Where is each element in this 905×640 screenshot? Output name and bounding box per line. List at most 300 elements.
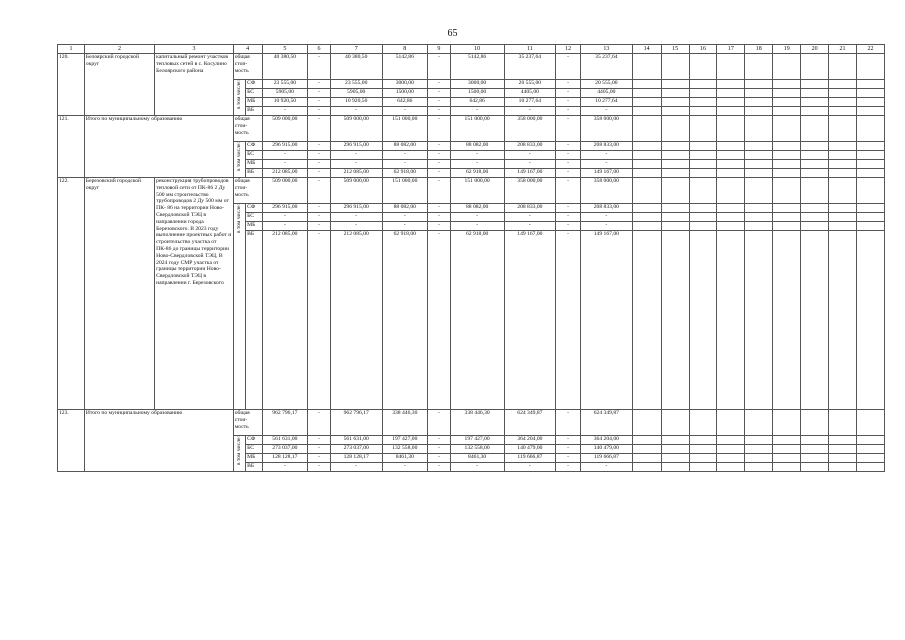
value-cell: 561 631,00 xyxy=(330,436,382,445)
funding-source: ВБ xyxy=(246,463,263,472)
value-cell: 62 918,00 xyxy=(450,169,504,178)
funding-source: ВБ xyxy=(246,107,263,116)
empty-cell xyxy=(829,160,857,169)
row-number: 122. xyxy=(58,178,85,410)
empty-cell xyxy=(801,213,829,222)
value-cell: - xyxy=(556,169,581,178)
empty-cell xyxy=(661,89,689,98)
value-cell: - xyxy=(556,454,581,463)
empty-cell xyxy=(773,160,801,169)
value-cell: 296 915,00 xyxy=(262,142,307,151)
value-cell: 642,86 xyxy=(382,98,427,107)
value-cell: 5905,00 xyxy=(262,89,307,98)
value-cell: - xyxy=(504,151,556,160)
empty-cell xyxy=(661,80,689,89)
empty-cell xyxy=(661,151,689,160)
empty-cell xyxy=(856,142,884,151)
empty-cell xyxy=(829,222,857,231)
empty-cell xyxy=(801,445,829,454)
value-cell: - xyxy=(382,463,427,472)
empty-cell xyxy=(829,204,857,213)
value-cell: - xyxy=(556,107,581,116)
value-cell: - xyxy=(556,160,581,169)
empty-cell xyxy=(801,436,829,445)
empty-cell xyxy=(856,436,884,445)
value-cell: - xyxy=(308,151,331,160)
value-cell: - xyxy=(262,151,307,160)
empty-cell xyxy=(829,89,857,98)
empty-cell xyxy=(801,80,829,89)
empty-cell xyxy=(661,410,689,436)
value-cell: 10 277,64 xyxy=(581,98,633,107)
empty-cell xyxy=(689,98,717,107)
row-number: 121. xyxy=(58,116,85,178)
value-cell: - xyxy=(308,142,331,151)
value-cell: 128 128,17 xyxy=(262,454,307,463)
empty-cell xyxy=(689,160,717,169)
empty-cell xyxy=(856,445,884,454)
empty-cell xyxy=(856,107,884,116)
value-cell: - xyxy=(504,160,556,169)
value-cell: - xyxy=(308,178,331,204)
value-cell: - xyxy=(504,222,556,231)
empty-cell xyxy=(856,222,884,231)
value-cell: - xyxy=(556,98,581,107)
value-cell: - xyxy=(382,151,427,160)
empty-cell xyxy=(773,98,801,107)
value-cell: 88 082,00 xyxy=(450,204,504,213)
value-cell: 5905,00 xyxy=(330,89,382,98)
value-cell: 140 479,00 xyxy=(581,445,633,454)
empty-cell xyxy=(801,410,829,436)
funding-source: МБ xyxy=(246,222,263,231)
value-cell: - xyxy=(308,54,331,80)
empty-cell xyxy=(689,80,717,89)
empty-cell xyxy=(829,445,857,454)
value-cell: 88 082,00 xyxy=(382,142,427,151)
value-cell: 151 000,00 xyxy=(450,178,504,204)
column-header: 3 xyxy=(155,45,234,54)
empty-cell xyxy=(773,151,801,160)
empty-cell xyxy=(689,54,717,80)
empty-cell xyxy=(689,231,717,410)
funding-source: СФ xyxy=(246,80,263,89)
empty-cell xyxy=(689,169,717,178)
value-cell: - xyxy=(308,222,331,231)
empty-cell xyxy=(745,89,773,98)
empty-cell xyxy=(745,213,773,222)
value-cell: 88 082,00 xyxy=(450,142,504,151)
empty-cell xyxy=(801,151,829,160)
empty-cell xyxy=(856,151,884,160)
empty-cell xyxy=(661,231,689,410)
value-cell: - xyxy=(556,80,581,89)
empty-cell xyxy=(661,160,689,169)
funding-source: МБ xyxy=(246,98,263,107)
empty-cell xyxy=(829,463,857,472)
value-cell: - xyxy=(428,178,451,204)
value-cell: - xyxy=(428,80,451,89)
empty-cell xyxy=(745,151,773,160)
empty-cell xyxy=(632,98,661,107)
including-vertical-label xyxy=(233,204,245,410)
value-cell: - xyxy=(308,463,331,472)
value-cell: - xyxy=(504,213,556,222)
value-cell: 151 000,00 xyxy=(450,116,504,142)
empty-cell xyxy=(632,116,661,142)
value-cell: 212 085,00 xyxy=(330,231,382,410)
empty-cell xyxy=(773,231,801,410)
empty-cell xyxy=(689,222,717,231)
empty-cell xyxy=(829,116,857,142)
empty-cell xyxy=(632,454,661,463)
value-cell: - xyxy=(504,107,556,116)
total-cost-label: общая стои-мость xyxy=(233,116,262,142)
empty-cell xyxy=(801,222,829,231)
empty-cell xyxy=(689,213,717,222)
object-description: капитальный ремонт участков тепловых сетей в с. Косулино Белоярского района xyxy=(155,54,234,116)
empty-cell xyxy=(632,436,661,445)
value-cell: 212 085,00 xyxy=(262,231,307,410)
empty-cell xyxy=(745,231,773,410)
value-cell: - xyxy=(330,222,382,231)
value-cell: - xyxy=(330,213,382,222)
value-cell: - xyxy=(581,463,633,472)
value-cell: 20 555,00 xyxy=(504,80,556,89)
value-cell: - xyxy=(556,231,581,410)
empty-cell xyxy=(856,213,884,222)
empty-cell xyxy=(661,213,689,222)
empty-cell xyxy=(745,454,773,463)
value-cell: 296 915,00 xyxy=(262,204,307,213)
empty-cell xyxy=(856,231,884,410)
value-cell: - xyxy=(308,204,331,213)
empty-cell xyxy=(632,142,661,151)
value-cell: 10 920,50 xyxy=(262,98,307,107)
empty-cell xyxy=(689,204,717,213)
value-cell: 4405,00 xyxy=(581,89,633,98)
value-cell: - xyxy=(428,410,451,436)
empty-cell xyxy=(745,98,773,107)
value-cell: 128 128,17 xyxy=(330,454,382,463)
empty-cell xyxy=(773,222,801,231)
empty-cell xyxy=(661,169,689,178)
value-cell: - xyxy=(262,160,307,169)
value-cell: 364 204,00 xyxy=(581,436,633,445)
value-cell: - xyxy=(581,151,633,160)
empty-cell xyxy=(829,410,857,436)
column-header: 15 xyxy=(661,45,689,54)
empty-cell xyxy=(632,213,661,222)
empty-cell xyxy=(717,107,745,116)
value-cell: 197 427,00 xyxy=(450,436,504,445)
empty-cell xyxy=(717,231,745,410)
value-cell: 358 000,00 xyxy=(581,116,633,142)
empty-cell xyxy=(745,463,773,472)
empty-cell xyxy=(717,169,745,178)
value-cell: 273 037,00 xyxy=(330,445,382,454)
value-cell: - xyxy=(308,169,331,178)
empty-cell xyxy=(856,116,884,142)
value-cell: 642,86 xyxy=(450,98,504,107)
funding-source: БС xyxy=(246,445,263,454)
empty-cell xyxy=(773,89,801,98)
empty-cell xyxy=(689,463,717,472)
value-cell: 119 666,87 xyxy=(581,454,633,463)
value-cell: 3000,00 xyxy=(450,80,504,89)
empty-cell xyxy=(717,54,745,80)
value-cell: - xyxy=(581,222,633,231)
funding-source: БС xyxy=(246,89,263,98)
column-header: 21 xyxy=(829,45,857,54)
empty-cell xyxy=(689,436,717,445)
empty-cell xyxy=(773,116,801,142)
value-cell: 35 237,64 xyxy=(581,54,633,80)
empty-cell xyxy=(717,436,745,445)
empty-cell xyxy=(773,169,801,178)
value-cell: - xyxy=(428,463,451,472)
value-cell: 40 380,50 xyxy=(330,54,382,80)
value-cell: - xyxy=(428,231,451,410)
value-cell: - xyxy=(308,454,331,463)
value-cell: 509 000,00 xyxy=(262,178,307,204)
column-header: 14 xyxy=(632,45,661,54)
column-header: 20 xyxy=(801,45,829,54)
total-cost-label: общая стои-мость xyxy=(233,410,262,436)
column-header: 22 xyxy=(856,45,884,54)
empty-cell xyxy=(829,454,857,463)
value-cell: 149 167,00 xyxy=(504,231,556,410)
value-cell: 509 000,00 xyxy=(330,116,382,142)
value-cell: - xyxy=(428,107,451,116)
empty-cell xyxy=(801,116,829,142)
value-cell: - xyxy=(308,231,331,410)
value-cell: 35 237,64 xyxy=(504,54,556,80)
including-vertical-label xyxy=(233,436,245,472)
value-cell: - xyxy=(428,98,451,107)
column-header: 5 xyxy=(262,45,307,54)
value-cell: - xyxy=(581,160,633,169)
empty-cell xyxy=(801,89,829,98)
funding-source: БС xyxy=(246,213,263,222)
empty-cell xyxy=(632,178,661,204)
value-cell: 149 167,00 xyxy=(504,169,556,178)
value-cell: - xyxy=(428,204,451,213)
empty-cell xyxy=(689,178,717,204)
empty-cell xyxy=(661,445,689,454)
value-cell: - xyxy=(308,213,331,222)
value-cell: 208 833,00 xyxy=(581,142,633,151)
empty-cell xyxy=(717,80,745,89)
value-cell: - xyxy=(581,213,633,222)
value-cell: - xyxy=(262,107,307,116)
value-cell: - xyxy=(556,116,581,142)
value-cell: - xyxy=(330,463,382,472)
empty-cell xyxy=(689,445,717,454)
value-cell: 1500,00 xyxy=(382,89,427,98)
table-row xyxy=(58,410,885,436)
value-cell: - xyxy=(556,54,581,80)
funding-source: ВБ xyxy=(246,169,263,178)
empty-cell xyxy=(717,98,745,107)
empty-cell xyxy=(717,454,745,463)
empty-cell xyxy=(632,151,661,160)
empty-cell xyxy=(632,107,661,116)
empty-cell xyxy=(745,169,773,178)
funding-source: СФ xyxy=(246,142,263,151)
total-cost-label: общая стои-мость xyxy=(233,178,262,204)
empty-cell xyxy=(632,80,661,89)
column-header: 8 xyxy=(382,45,427,54)
value-cell: 208 833,00 xyxy=(504,204,556,213)
empty-cell xyxy=(689,116,717,142)
value-cell: - xyxy=(308,410,331,436)
value-cell: - xyxy=(428,160,451,169)
value-cell: 1500,00 xyxy=(450,89,504,98)
value-cell: - xyxy=(450,160,504,169)
empty-cell xyxy=(773,204,801,213)
value-cell: - xyxy=(556,445,581,454)
empty-cell xyxy=(801,142,829,151)
empty-cell xyxy=(745,160,773,169)
empty-cell xyxy=(801,98,829,107)
empty-cell xyxy=(689,89,717,98)
empty-cell xyxy=(632,231,661,410)
object-description: реконструкция трубопроводов тепловой сети от ПК-86 2 Ду 500 мм строительство трубопроводов 2 Ду 500 мм от ПК- 86 на территории Ново-Свердловской ТЭЦ в направлении города Березовского. В 2023 году выполнение проектных работ и строительство участка от ПК-86 до границы территории Ново-Свердловской ТЭЦ, В 2024 году СМР участка от границы территории Ново-Свердловской ТЭЦ в направлении г. Березовского xyxy=(155,178,234,410)
empty-cell xyxy=(829,231,857,410)
value-cell: 561 631,00 xyxy=(262,436,307,445)
value-cell: - xyxy=(556,436,581,445)
empty-cell xyxy=(745,204,773,213)
column-header: 2 xyxy=(84,45,154,54)
empty-cell xyxy=(773,178,801,204)
empty-cell xyxy=(689,454,717,463)
table-row xyxy=(58,116,885,142)
value-cell: 338 446,30 xyxy=(382,410,427,436)
empty-cell xyxy=(856,463,884,472)
empty-cell xyxy=(717,116,745,142)
value-cell: 151 000,00 xyxy=(382,178,427,204)
total-cost-label: общая стои-мость xyxy=(233,54,262,80)
value-cell: 338 446,30 xyxy=(450,410,504,436)
empty-cell xyxy=(829,213,857,222)
value-cell: - xyxy=(382,107,427,116)
empty-cell xyxy=(856,80,884,89)
empty-cell xyxy=(829,169,857,178)
value-cell: - xyxy=(428,54,451,80)
municipality-label: Итого по муниципальному образованию xyxy=(84,116,233,178)
value-cell: - xyxy=(428,222,451,231)
value-cell: - xyxy=(504,463,556,472)
value-cell: - xyxy=(556,151,581,160)
value-cell: 962 796,17 xyxy=(330,410,382,436)
column-header: 6 xyxy=(308,45,331,54)
empty-cell xyxy=(773,454,801,463)
empty-cell xyxy=(829,54,857,80)
empty-cell xyxy=(717,222,745,231)
empty-cell xyxy=(773,54,801,80)
empty-cell xyxy=(856,169,884,178)
empty-cell xyxy=(717,142,745,151)
empty-cell xyxy=(689,151,717,160)
including-label-text: в том числе: xyxy=(236,204,243,234)
page-number: 65 xyxy=(447,28,458,39)
funding-source: ВБ xyxy=(246,231,263,410)
table-row xyxy=(58,54,885,80)
value-cell: 208 833,00 xyxy=(581,204,633,213)
value-cell: - xyxy=(428,89,451,98)
empty-cell xyxy=(661,436,689,445)
funding-source: СФ xyxy=(246,204,263,213)
column-header: 4 xyxy=(233,45,262,54)
value-cell: 132 558,00 xyxy=(382,445,427,454)
empty-cell xyxy=(745,222,773,231)
empty-cell xyxy=(632,410,661,436)
empty-cell xyxy=(773,410,801,436)
value-cell: 5142,86 xyxy=(382,54,427,80)
value-cell: - xyxy=(382,160,427,169)
empty-cell xyxy=(717,463,745,472)
value-cell: 149 167,00 xyxy=(581,169,633,178)
empty-cell xyxy=(856,410,884,436)
value-cell: 5142,86 xyxy=(450,54,504,80)
empty-cell xyxy=(717,204,745,213)
empty-cell xyxy=(801,204,829,213)
value-cell: 296 915,00 xyxy=(330,142,382,151)
column-header: 18 xyxy=(745,45,773,54)
empty-cell xyxy=(801,107,829,116)
empty-cell xyxy=(773,463,801,472)
including-label-text: в том числе: xyxy=(236,80,243,110)
empty-cell xyxy=(661,454,689,463)
empty-cell xyxy=(773,213,801,222)
value-cell: - xyxy=(428,169,451,178)
value-cell: - xyxy=(581,107,633,116)
value-cell: - xyxy=(308,116,331,142)
value-cell: 8461,30 xyxy=(450,454,504,463)
value-cell: - xyxy=(428,116,451,142)
empty-cell xyxy=(856,160,884,169)
empty-cell xyxy=(689,410,717,436)
empty-cell xyxy=(856,204,884,213)
value-cell: 4405,00 xyxy=(504,89,556,98)
column-header: 1 xyxy=(58,45,85,54)
budget-table xyxy=(57,44,885,472)
empty-cell xyxy=(856,454,884,463)
row-number: 120. xyxy=(58,54,85,116)
empty-cell xyxy=(773,80,801,89)
including-label-text: в том числе: xyxy=(236,142,243,172)
value-cell: 273 037,00 xyxy=(262,445,307,454)
value-cell: - xyxy=(450,151,504,160)
funding-source: МБ xyxy=(246,160,263,169)
column-header: 13 xyxy=(581,45,633,54)
value-cell: 62 918,00 xyxy=(382,231,427,410)
value-cell: - xyxy=(556,213,581,222)
empty-cell xyxy=(661,463,689,472)
empty-cell xyxy=(829,98,857,107)
empty-cell xyxy=(717,89,745,98)
value-cell: 358 000,00 xyxy=(581,178,633,204)
empty-cell xyxy=(745,410,773,436)
empty-cell xyxy=(661,142,689,151)
empty-cell xyxy=(801,231,829,410)
column-header: 9 xyxy=(428,45,451,54)
empty-cell xyxy=(661,54,689,80)
value-cell: - xyxy=(262,463,307,472)
empty-cell xyxy=(829,107,857,116)
empty-cell xyxy=(773,445,801,454)
